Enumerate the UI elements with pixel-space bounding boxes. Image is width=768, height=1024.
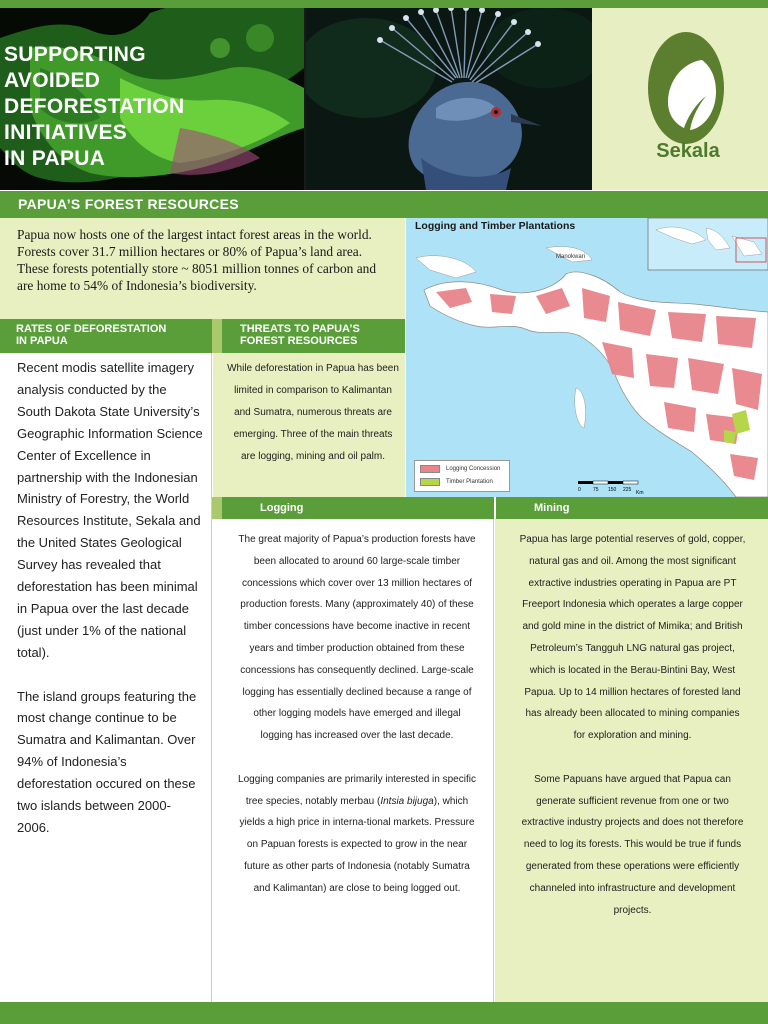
legend-swatch: [420, 478, 440, 486]
logo-wordmark: Sekala: [656, 140, 720, 162]
logging-text: Logging companies are primarily interested in specific tree species, notably merbau (: [238, 773, 476, 807]
logging-text: ), which yields a high price in interna-tional markets. Pressure on Papuan forests is expected to grow in the near future as other parts of Indonesia (notably Sumatra and Kalimantan) are close to being logged out.: [239, 795, 475, 894]
threats-heading-line: THREATS TO PAPUA’S: [240, 323, 360, 335]
rates-panel: [0, 353, 212, 1002]
rates-heading-line: IN PAPUA: [16, 335, 68, 347]
map-title: Logging and Timber Plantations: [415, 220, 576, 232]
map-place-label: Manokwari: [556, 254, 586, 260]
scale-tick: 150: [608, 487, 617, 493]
legend-item: [420, 478, 493, 486]
legend-label: Logging Concession: [446, 466, 501, 472]
intro-text: Papua now hosts one of the largest intact forest areas in the world. Forests cover 31.7 million hectares or 80% of Papua’s land area. These forests potentially store ~ 8051 million tonnes of carbon and are home to 54% of Indonesia’s biodiversity.: [17, 227, 377, 293]
heading-accent: [212, 319, 222, 353]
section-title: PAPUA’S FOREST RESOURCES: [18, 196, 239, 212]
title-line: DEFORESTATION: [4, 95, 185, 118]
logging-panel: [213, 519, 494, 1002]
map-legend: [414, 460, 510, 492]
mining-heading-bar: [496, 497, 768, 519]
title-line: IN PAPUA: [4, 147, 106, 170]
scale-unit: Km: [636, 490, 644, 494]
title-line: INITIATIVES: [4, 121, 128, 144]
threats-heading-line: FOREST RESOURCES: [240, 335, 358, 347]
legend-swatch: [420, 465, 440, 473]
rates-heading-line: RATES OF DEFORESTATION: [16, 323, 167, 335]
threats-text: While deforestation in Papua has been limited in comparison to Kalimantan and Sumatra, numerous threats are emerging. Three of the main threats are logging, mining and oil palm.: [227, 363, 399, 462]
rates-heading-bar: [0, 319, 212, 353]
legend-label: Timber Plantation: [446, 479, 493, 485]
heading-accent: [212, 497, 222, 519]
rates-paragraph: The island groups featuring the most change continue to be Sumatra and Kalimantan. Over 94% of Indonesia’s deforestation occured on these two islands between 2000-2006.: [17, 688, 197, 836]
threats-heading-bar: [222, 319, 405, 353]
logging-map: [406, 218, 768, 497]
logging-heading: Logging: [260, 502, 304, 514]
top-accent-bar: [0, 0, 768, 8]
page-title: [4, 42, 184, 172]
logging-heading-bar: [222, 497, 494, 519]
mining-paragraph: Papua has large potential reserves of gold, copper, natural gas and oil. Among the most significant extractive industries operating in Papua are PT Freeport Indonesia which operates a large copper and gold mine in the district of Mimika; and British Petroleum’s Tangguh LNG natural gas project, which is located in the Berau-Bintini Bay, West Papua. Up to 14 million hectares of forested land has already been allocated to mining companies for exploration and mining.: [519, 534, 746, 742]
title-line: AVOIDED: [4, 69, 101, 92]
intro-panel: [0, 218, 405, 319]
map-scale-bar: [576, 480, 648, 496]
bottom-accent-bar: [0, 1002, 768, 1024]
logging-paragraph: The great majority of Papua’s production forests have been allocated to around 60 large-scale timber concessions which cover over 13 million hectares of production forests. Many (approximately 40) of these timber concessions have become inactive in recent years and timber production obtained from these concessions has consequently declined. Large-scale logging has essentially declined because a range of other logging models have emerged and illegal logging has increased over the last decade.: [238, 534, 476, 742]
logging-paragraph: [237, 769, 477, 900]
scale-graphic: [576, 480, 648, 494]
pigeon-graphic: [306, 8, 592, 190]
section-title-bar: [0, 191, 768, 218]
scale-tick: 225: [623, 487, 632, 493]
title-line: SUPPORTING: [4, 43, 146, 66]
mining-panel: [495, 519, 768, 1002]
satellite-image: [0, 8, 304, 190]
scale-tick: 0: [578, 487, 581, 493]
mining-paragraph: Some Papuans have argued that Papua can generate sufficient revenue from one or two extractive industry projects and does not therefore need to log its forests. This would be true if funds generated from these operations were efficiently channeled into infrastructure and development projects.: [521, 773, 744, 916]
legend-item: [420, 465, 500, 473]
scale-tick: 75: [593, 487, 599, 493]
mining-heading: Mining: [534, 502, 570, 514]
species-name: Intsia bijuga: [380, 795, 434, 807]
threats-panel: [213, 353, 405, 497]
papua-map-graphic: [406, 218, 768, 497]
rates-paragraph: Recent modis satellite imagery analysis conducted by the South Dakota State University’s Geographic Information Science Center of Excellence in partnership with the Indonesian Ministry of Forestry, the World Resources Institute, Sekala and the United States Geological Survey has revealed that deforestation has been minimal in Papua over the last decade (just under 1% of the national total).: [17, 360, 203, 660]
crowned-pigeon-photo: [306, 8, 592, 190]
